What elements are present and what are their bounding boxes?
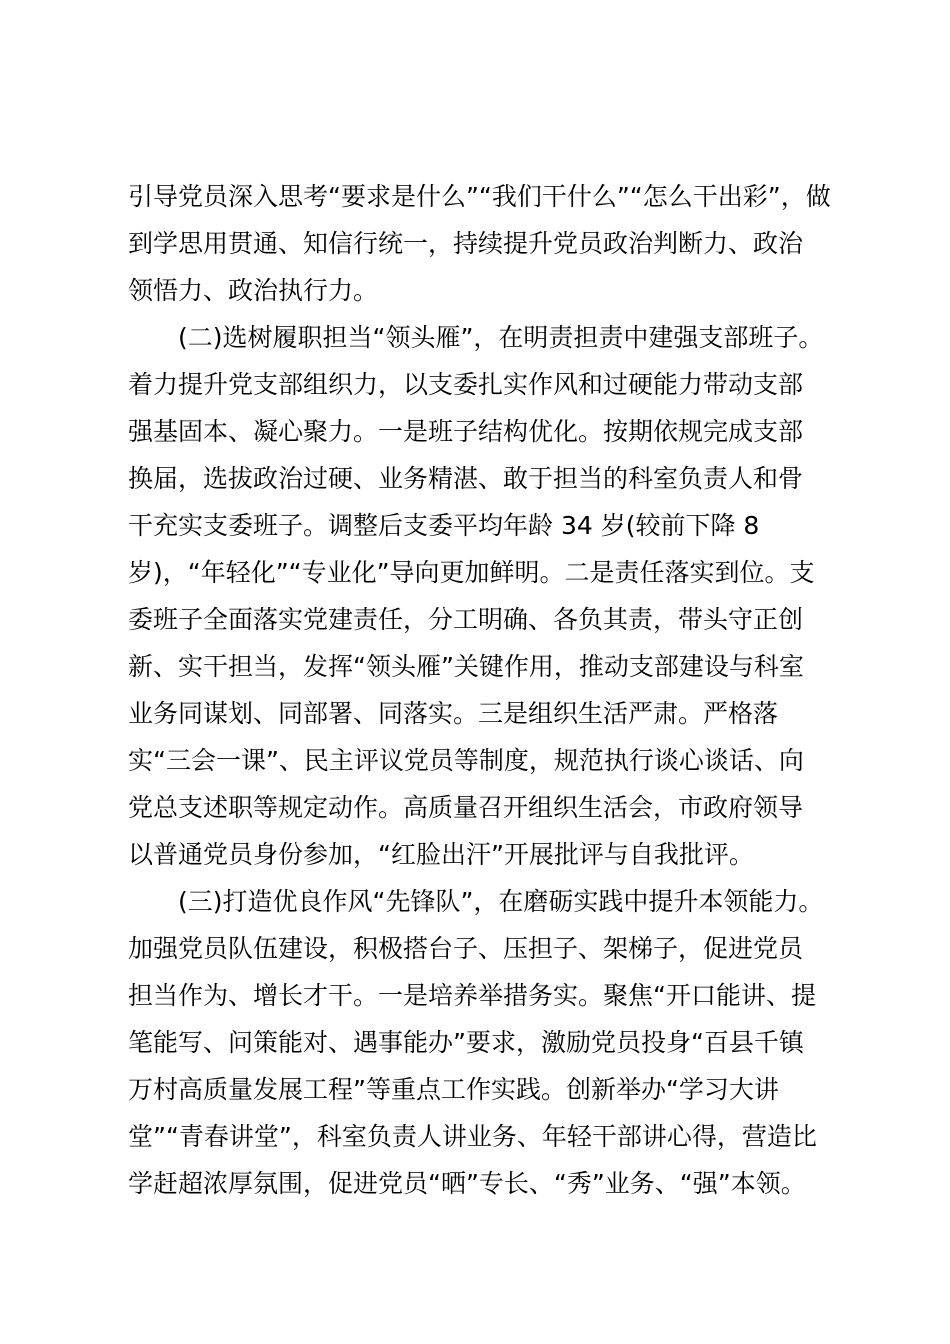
text-line: 干充实支委班子。调整后支委平均年龄 34 岁(较前下降 8 (128, 511, 760, 540)
text-line: 实“三会一课”、民主评议党员等制度，规范执行谈心谈话、向 (128, 746, 804, 775)
text-line: 委班子全面落实党建责任，分工明确、各负其责，带头守正创 (128, 605, 804, 634)
text-line: 万村高质量发展工程”等重点工作实践。创新举办“学习大讲 (128, 1075, 779, 1104)
text-line: 强基固本、凝心聚力。一是班子结构优化。按期依规完成支部 (128, 417, 804, 446)
text-line: 学赶超浓厚氛围，促进党员“晒”专长、“秀”业务、“强”本领。 (128, 1169, 806, 1198)
text-line: 以普通党员身份参加，“红脸出汗”开展批评与自我批评。 (128, 840, 754, 869)
text-line: 加强党员队伍建设，积极搭台子、压担子、架梯子，促进党员 (128, 934, 804, 963)
text-line: 岁)，“年轻化”“专业化”导向更加鲜明。二是责任落实到位。支 (128, 558, 815, 587)
text-line: 着力提升党支部组织力，以支委扎实作风和过硬能力带动支部 (128, 370, 804, 399)
text-line: 换届，选拔政治过硬、业务精湛、敢于担当的科室负责人和骨 (128, 464, 804, 493)
text-line: 引导党员深入思考“要求是什么”“我们干什么”“怎么干出彩”，做 (128, 182, 831, 211)
section-heading-3: (三)打造优良作风“先锋队”，在磨砺实践中提升本领能力。 (178, 887, 824, 916)
text-line: 新、实干担当，发挥“领头雁”关键作用，推动支部建设与科室 (128, 652, 804, 681)
text-line: 领悟力、政治执行力。 (128, 276, 379, 305)
section-heading-2: (二)选树履职担当“领头雁”，在明责担责中建强支部班子。 (178, 323, 824, 352)
text-line: 堂”“青春讲堂”，科室负责人讲业务、年轻干部讲心得，营造比 (128, 1122, 817, 1151)
text-line: 党总支述职等规定动作。高质量召开组织生活会，市政府领导 (128, 793, 804, 822)
text-line: 担当作为、增长才干。一是培养举措务实。聚焦“开口能讲、提 (128, 981, 816, 1010)
text-line: 到学思用贯通、知信行统一，持续提升党员政治判断力、政治 (128, 229, 804, 258)
text-line: 笔能写、问策能对、遇事能办”要求，激励党员投身“百县千镇 (128, 1028, 804, 1057)
text-line: 业务同谋划、同部署、同落实。三是组织生活严肃。严格落 (128, 699, 779, 728)
